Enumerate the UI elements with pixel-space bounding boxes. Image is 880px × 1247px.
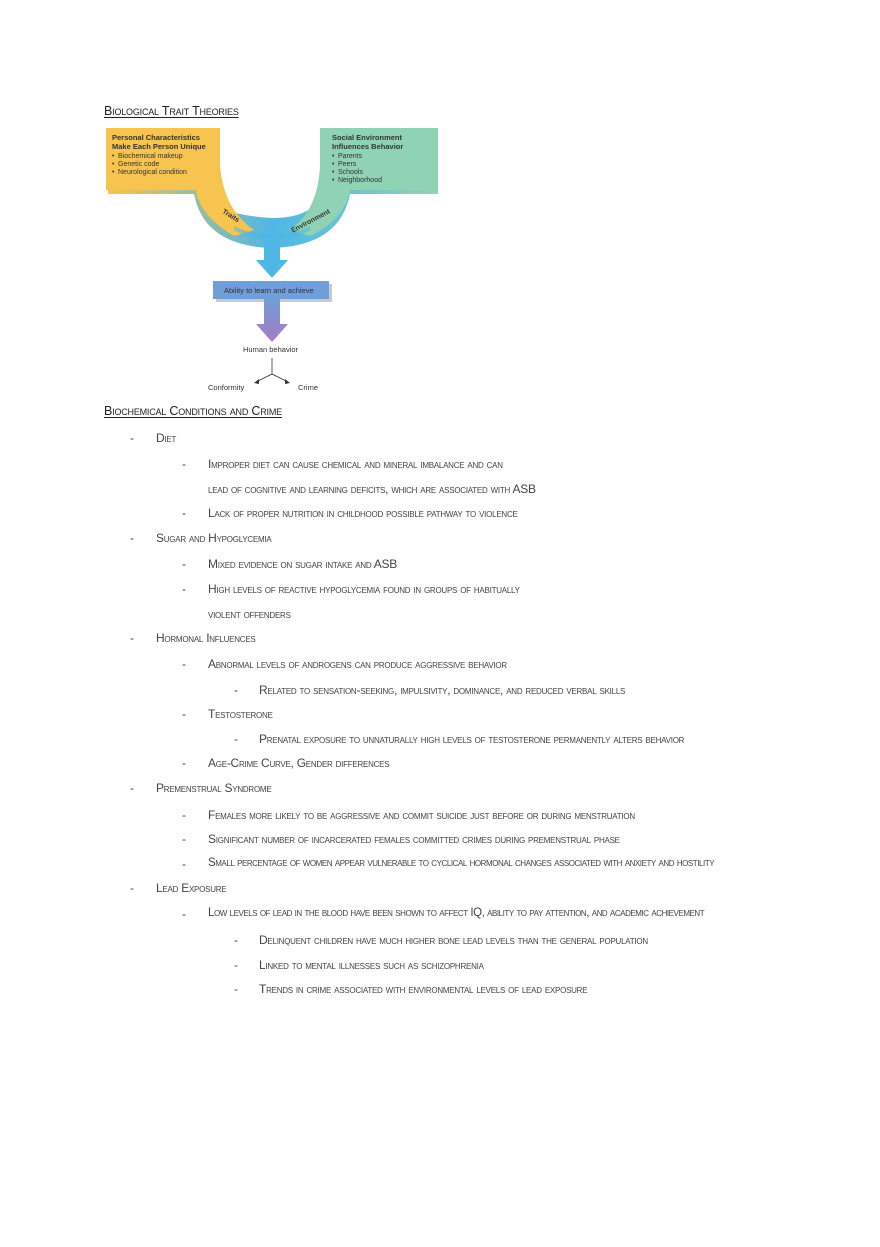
right-box-item: Neighborhood bbox=[338, 177, 382, 184]
right-box-title-line2: Influences Behavior bbox=[332, 142, 404, 151]
branch-right-arrowhead bbox=[285, 379, 290, 384]
topic-pms: Premenstrual Syndrome bbox=[156, 781, 272, 795]
diet-point-2: Lack of proper nutrition in childhood possible pathway to violence bbox=[208, 506, 518, 520]
hormonal-point-2: Testosterone bbox=[208, 707, 273, 721]
bullet-dash: - bbox=[234, 683, 238, 697]
bullet-dash: - bbox=[182, 457, 186, 471]
sugar-point-2-line-2: violent offenders bbox=[208, 607, 291, 621]
right-box-item: Schools bbox=[338, 169, 363, 176]
right-box-item: Peers bbox=[338, 161, 357, 168]
bullet-dash: - bbox=[182, 756, 186, 770]
left-box-item-bullet: • bbox=[112, 153, 115, 160]
left-box-item: Neurological condition bbox=[118, 169, 187, 176]
hormonal-point-1-sub: Related to sensation-seeking, impulsivity, dominance, and reduced verbal skills bbox=[259, 683, 626, 697]
branch-label-conformity: Conformity bbox=[208, 383, 245, 392]
bullet-dash: - bbox=[182, 808, 186, 822]
bullet-dash: - bbox=[130, 531, 134, 545]
lead-sub-2: Linked to mental illnesses such as schizophrenia bbox=[259, 958, 484, 972]
right-box-item: Parents bbox=[338, 153, 363, 160]
bullet-dash: - bbox=[182, 657, 186, 671]
topic-diet: Diet bbox=[156, 431, 177, 445]
lead-point-1: Low levels of lead in the blood have been shown to affect IQ, ability to pay attention, and academic achievement bbox=[208, 907, 705, 919]
bullet-dash: - bbox=[234, 982, 238, 996]
bullet-dash: - bbox=[182, 907, 186, 921]
bullet-dash: - bbox=[182, 557, 186, 571]
topic-lead: Lead Exposure bbox=[156, 881, 227, 895]
hormonal-point-3: Age-Crime Curve, Gender differences bbox=[208, 756, 390, 770]
left-box-item: Genetic code bbox=[118, 161, 160, 168]
pms-point-3: Small percentage of women appear vulnerable to cyclical hormonal changes associated with anxiety and hostility bbox=[208, 857, 715, 869]
human-behavior-label: Human behavior bbox=[243, 345, 299, 354]
hormonal-point-1: Abnormal levels of androgens can produce aggressive behavior bbox=[208, 657, 507, 671]
purple-down-arrow bbox=[256, 299, 288, 342]
bullet-dash: - bbox=[130, 631, 134, 645]
section-heading-biological-trait-theories: Biological Trait Theories bbox=[104, 104, 239, 118]
lead-sub-1: Delinquent children have much higher bone lead levels than the general population bbox=[259, 933, 648, 947]
right-box-item-bullet: • bbox=[332, 177, 335, 184]
right-box-item-bullet: • bbox=[332, 161, 335, 168]
lead-sub-3: Trends in crime associated with environmental levels of lead exposure bbox=[259, 982, 588, 996]
bullet-dash: - bbox=[182, 857, 186, 871]
sugar-point-1: Mixed evidence on sugar intake and ASB bbox=[208, 557, 398, 571]
branch-left-arrowhead bbox=[254, 379, 259, 384]
diet-point-1-line-1: Improper diet can cause chemical and mineral imbalance and can bbox=[208, 457, 503, 471]
left-box-item-bullet: • bbox=[112, 169, 115, 176]
bullet-dash: - bbox=[234, 933, 238, 947]
left-box-title-line2: Make Each Person Unique bbox=[112, 142, 206, 151]
pms-point-1: Females more likely to be aggressive and commit suicide just before or during menstruation bbox=[208, 808, 635, 822]
right-box-title-line1: Social Environment bbox=[332, 133, 403, 142]
bullet-dash: - bbox=[234, 958, 238, 972]
bullet-dash: - bbox=[182, 832, 186, 846]
topic-hormonal: Hormonal Influences bbox=[156, 631, 256, 645]
branch-label-crime: Crime bbox=[298, 383, 318, 392]
sugar-point-2-line-1: High levels of reactive hypoglycemia found in groups of habitually bbox=[208, 582, 520, 596]
trait-environment-diagram bbox=[104, 126, 442, 396]
diet-point-1-line-2: lead of cognitive and learning deficits, which are associated with ASB bbox=[208, 482, 536, 496]
section-heading-biochemical-conditions: Biochemical Conditions and Crime bbox=[104, 404, 282, 418]
ability-box bbox=[213, 281, 332, 302]
bullet-dash: - bbox=[234, 732, 238, 746]
left-box-item-bullet: • bbox=[112, 161, 115, 168]
pms-point-2: Significant number of incarcerated females committed crimes during premenstrual phase bbox=[208, 832, 620, 846]
left-box-title-line1: Personal Characteristics bbox=[112, 133, 200, 142]
hormonal-point-2-sub: Prenatal exposure to unnaturally high levels of testosterone permanently alters behavior bbox=[259, 732, 685, 746]
bullet-dash: - bbox=[182, 707, 186, 721]
left-box-item: Biochemical makeup bbox=[118, 153, 183, 160]
topic-sugar: Sugar and Hypoglycemia bbox=[156, 531, 272, 545]
bullet-dash: - bbox=[130, 431, 134, 445]
arc-label-traits: Traits bbox=[220, 208, 241, 225]
arc-label-environment: Environment bbox=[290, 208, 332, 235]
right-box-item-bullet: • bbox=[332, 153, 335, 160]
bullet-dash: - bbox=[182, 506, 186, 520]
bullet-dash: - bbox=[182, 582, 186, 596]
right-box-item-bullet: • bbox=[332, 169, 335, 176]
bullet-dash: - bbox=[130, 881, 134, 895]
bullet-dash: - bbox=[130, 781, 134, 795]
ability-box-label: Ability to learn and achieve bbox=[224, 286, 314, 295]
